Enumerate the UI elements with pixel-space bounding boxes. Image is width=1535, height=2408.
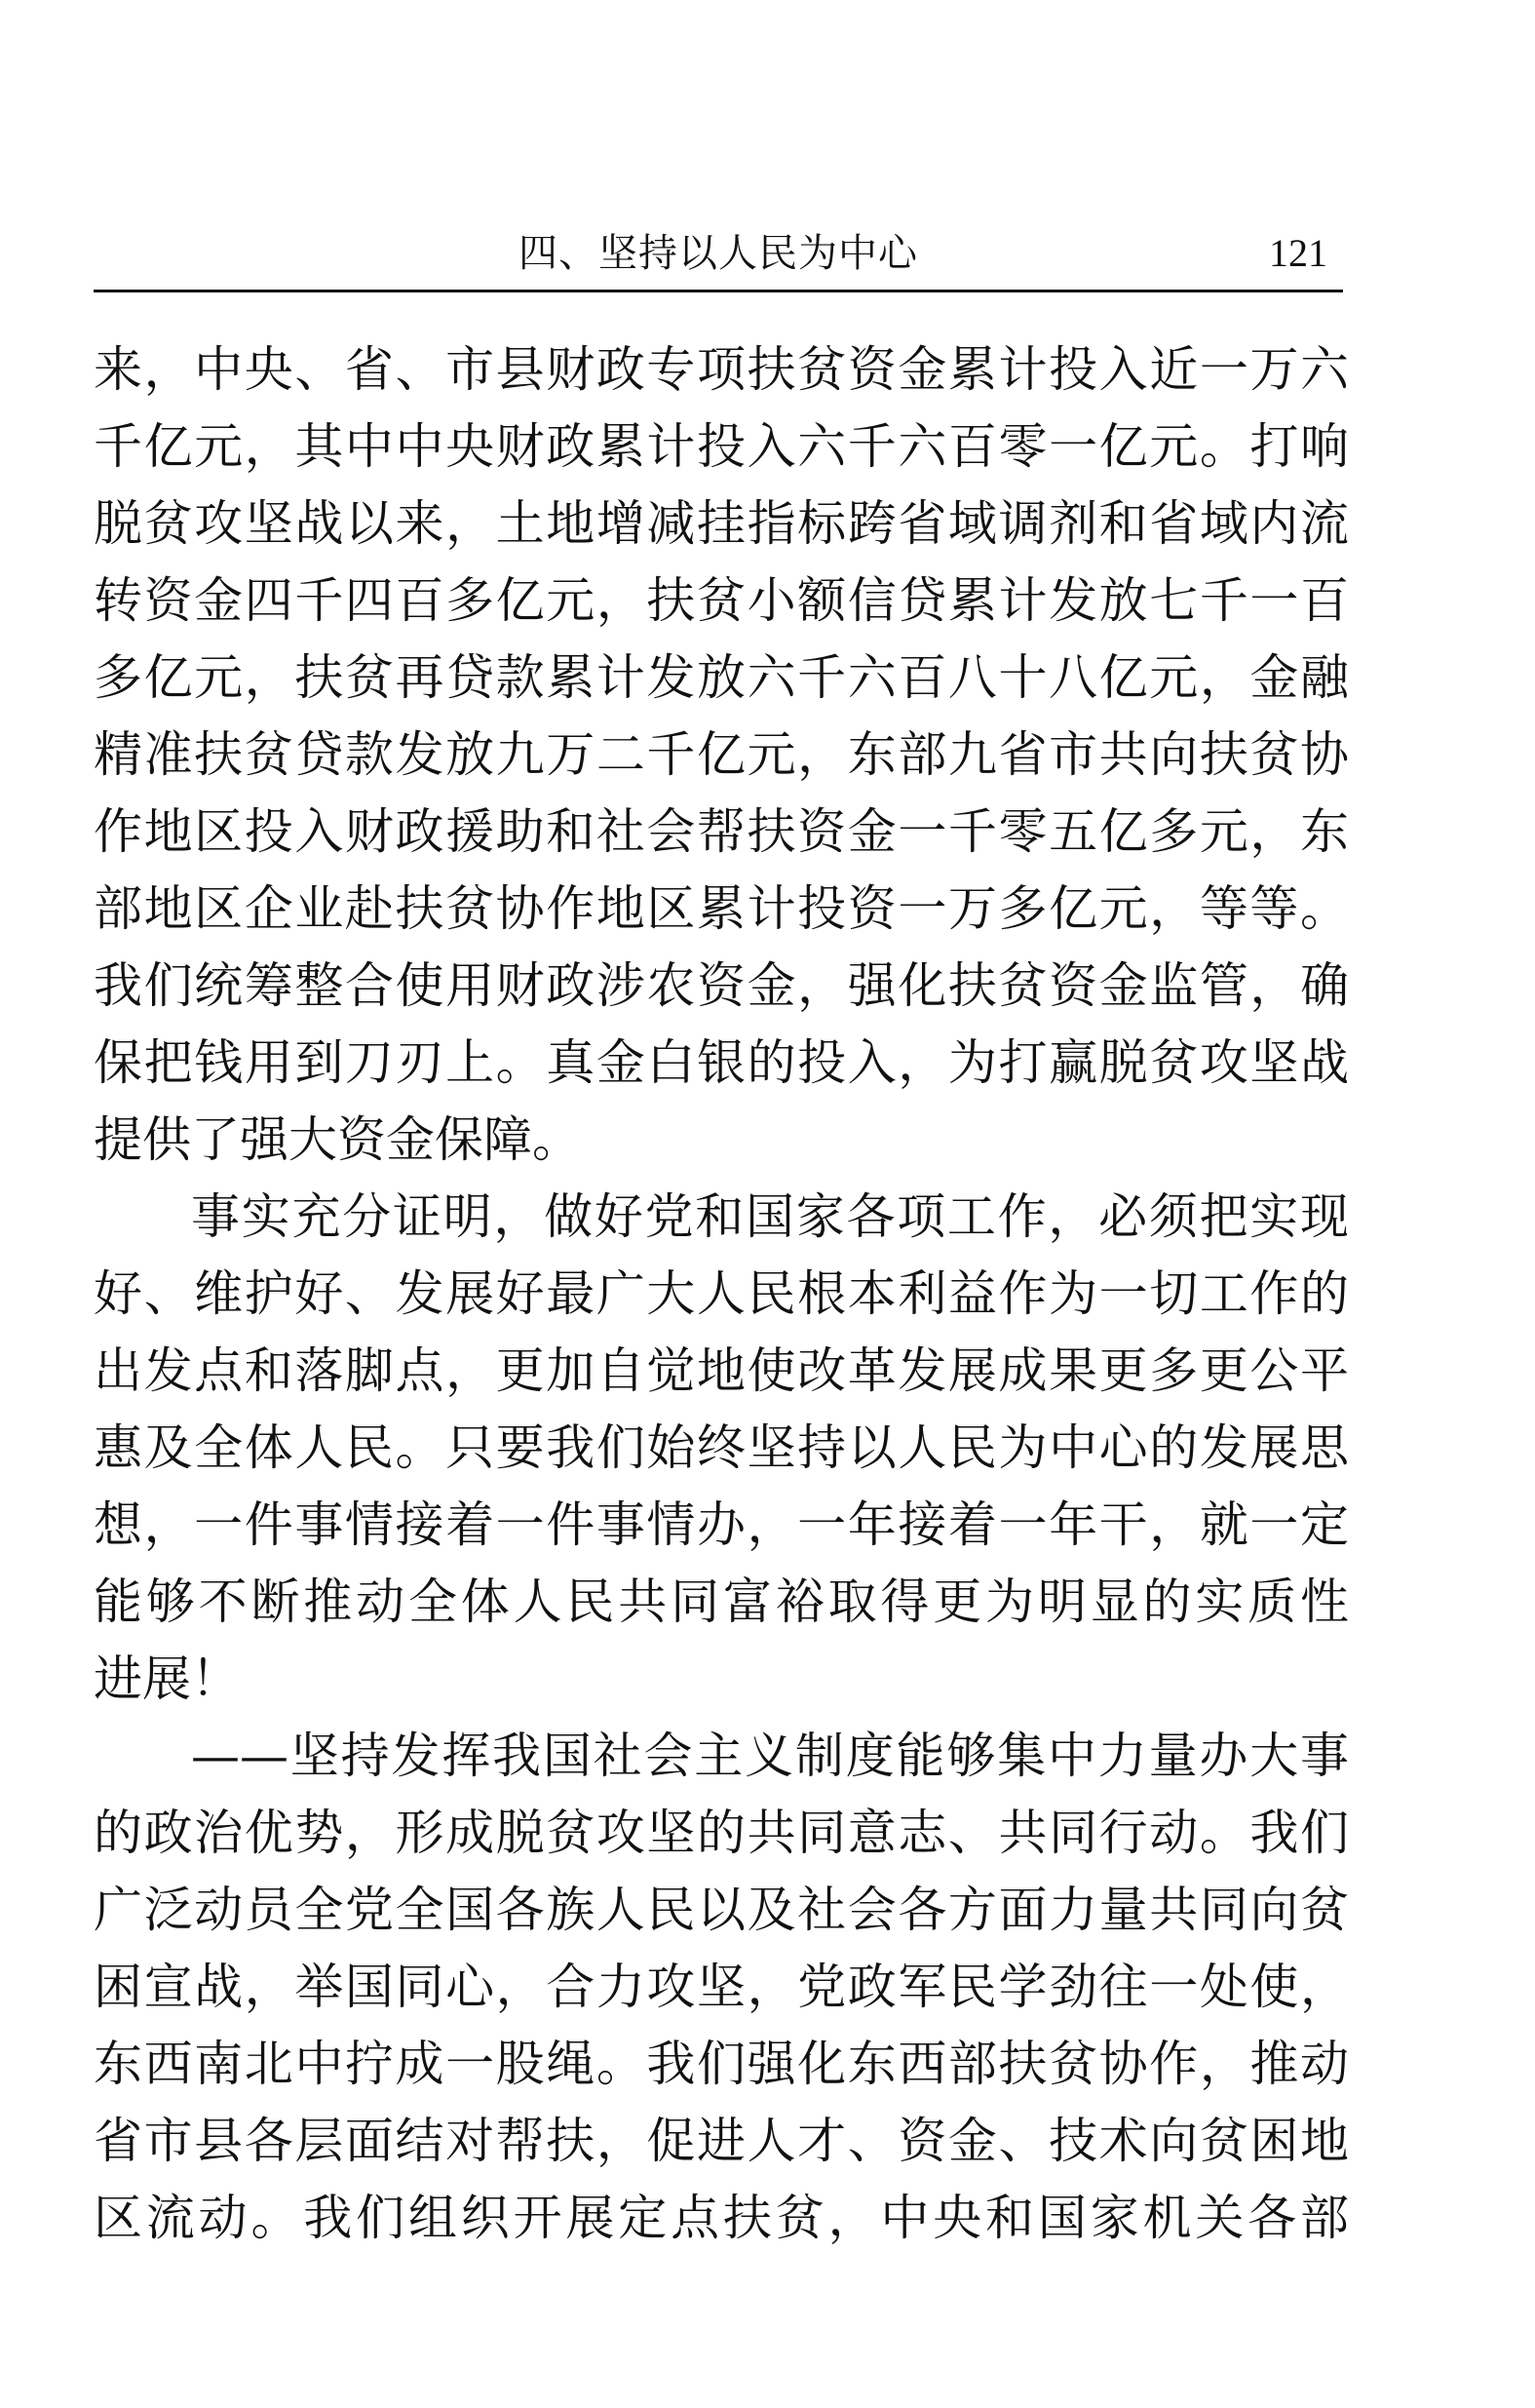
page-number: 121 bbox=[1269, 231, 1327, 275]
text-line: 部地区企业赴扶贫协作地区累计投资一万多亿元，等等。 bbox=[94, 880, 1349, 937]
text-line: 精准扶贫贷款发放九万二千亿元，东部九省市共向扶贫协 bbox=[94, 726, 1349, 783]
text-line: 来，中央、省、市县财政专项扶贫资金累计投入近一万六 bbox=[94, 341, 1349, 398]
text-line: 区流动。我们组织开展定点扶贫，中央和国家机关各部 bbox=[94, 2190, 1349, 2246]
running-header bbox=[94, 224, 1343, 292]
text-line: 的政治优势，形成脱贫攻坚的共同意志、共同行动。我们 bbox=[94, 1805, 1349, 1861]
text-line: 好、维护好、发展好最广大人民根本利益作为一切工作的 bbox=[94, 1265, 1349, 1322]
paragraph-1 bbox=[94, 331, 1349, 1179]
text-line: 保把钱用到刀刃上。真金白银的投入，为打赢脱贫攻坚战 bbox=[94, 1034, 1349, 1091]
text-line: 惠及全体人民。只要我们始终坚持以人民为中心的发展思 bbox=[94, 1419, 1349, 1476]
text-line: ——坚持发挥我国社会主义制度能够集中力量办大事 bbox=[191, 1728, 1349, 1784]
body-text bbox=[94, 331, 1349, 2257]
text-line: 进展！ bbox=[94, 1651, 240, 1707]
text-line: 作地区投入财政援助和社会帮扶资金一千零五亿多元，东 bbox=[94, 803, 1349, 860]
text-line: 脱贫攻坚战以来，土地增减挂指标跨省域调剂和省域内流 bbox=[94, 495, 1349, 552]
paragraph-3 bbox=[94, 1718, 1349, 2257]
text-line: 省市县各层面结对帮扶，促进人才、资金、技术向贫困地 bbox=[94, 2113, 1349, 2169]
text-line: 转资金四千四百多亿元，扶贫小额信贷累计发放七千一百 bbox=[94, 572, 1349, 629]
text-line: 东西南北中拧成一股绳。我们强化东西部扶贫协作，推动 bbox=[94, 2036, 1349, 2092]
text-line: 千亿元，其中中央财政累计投入六千六百零一亿元。打响 bbox=[94, 418, 1349, 475]
text-line: 我们统筹整合使用财政涉农资金，强化扶贫资金监管，确 bbox=[94, 957, 1349, 1014]
text-line: 多亿元，扶贫再贷款累计发放六千六百八十八亿元，金融 bbox=[94, 649, 1349, 706]
paragraph-2 bbox=[94, 1179, 1349, 1718]
text-line: 提供了强大资金保障。 bbox=[94, 1111, 581, 1168]
text-line: 广泛动员全党全国各族人民以及社会各方面力量共同向贫 bbox=[94, 1882, 1349, 1938]
text-line: 事实充分证明，做好党和国家各项工作，必须把实现 bbox=[191, 1188, 1349, 1245]
text-line: 出发点和落脚点，更加自觉地使改革发展成果更多更公平 bbox=[94, 1342, 1349, 1399]
text-line: 困宣战，举国同心，合力攻坚，党政军民学劲往一处使， bbox=[94, 1959, 1349, 2015]
text-line: 能够不断推动全体人民共同富裕取得更为明显的实质性 bbox=[94, 1573, 1349, 1630]
chapter-title: 四、坚持以人民为中心 bbox=[518, 231, 918, 276]
header-rule bbox=[94, 290, 1343, 292]
text-line: 想，一件事情接着一件事情办，一年接着一年干，就一定 bbox=[94, 1496, 1349, 1553]
